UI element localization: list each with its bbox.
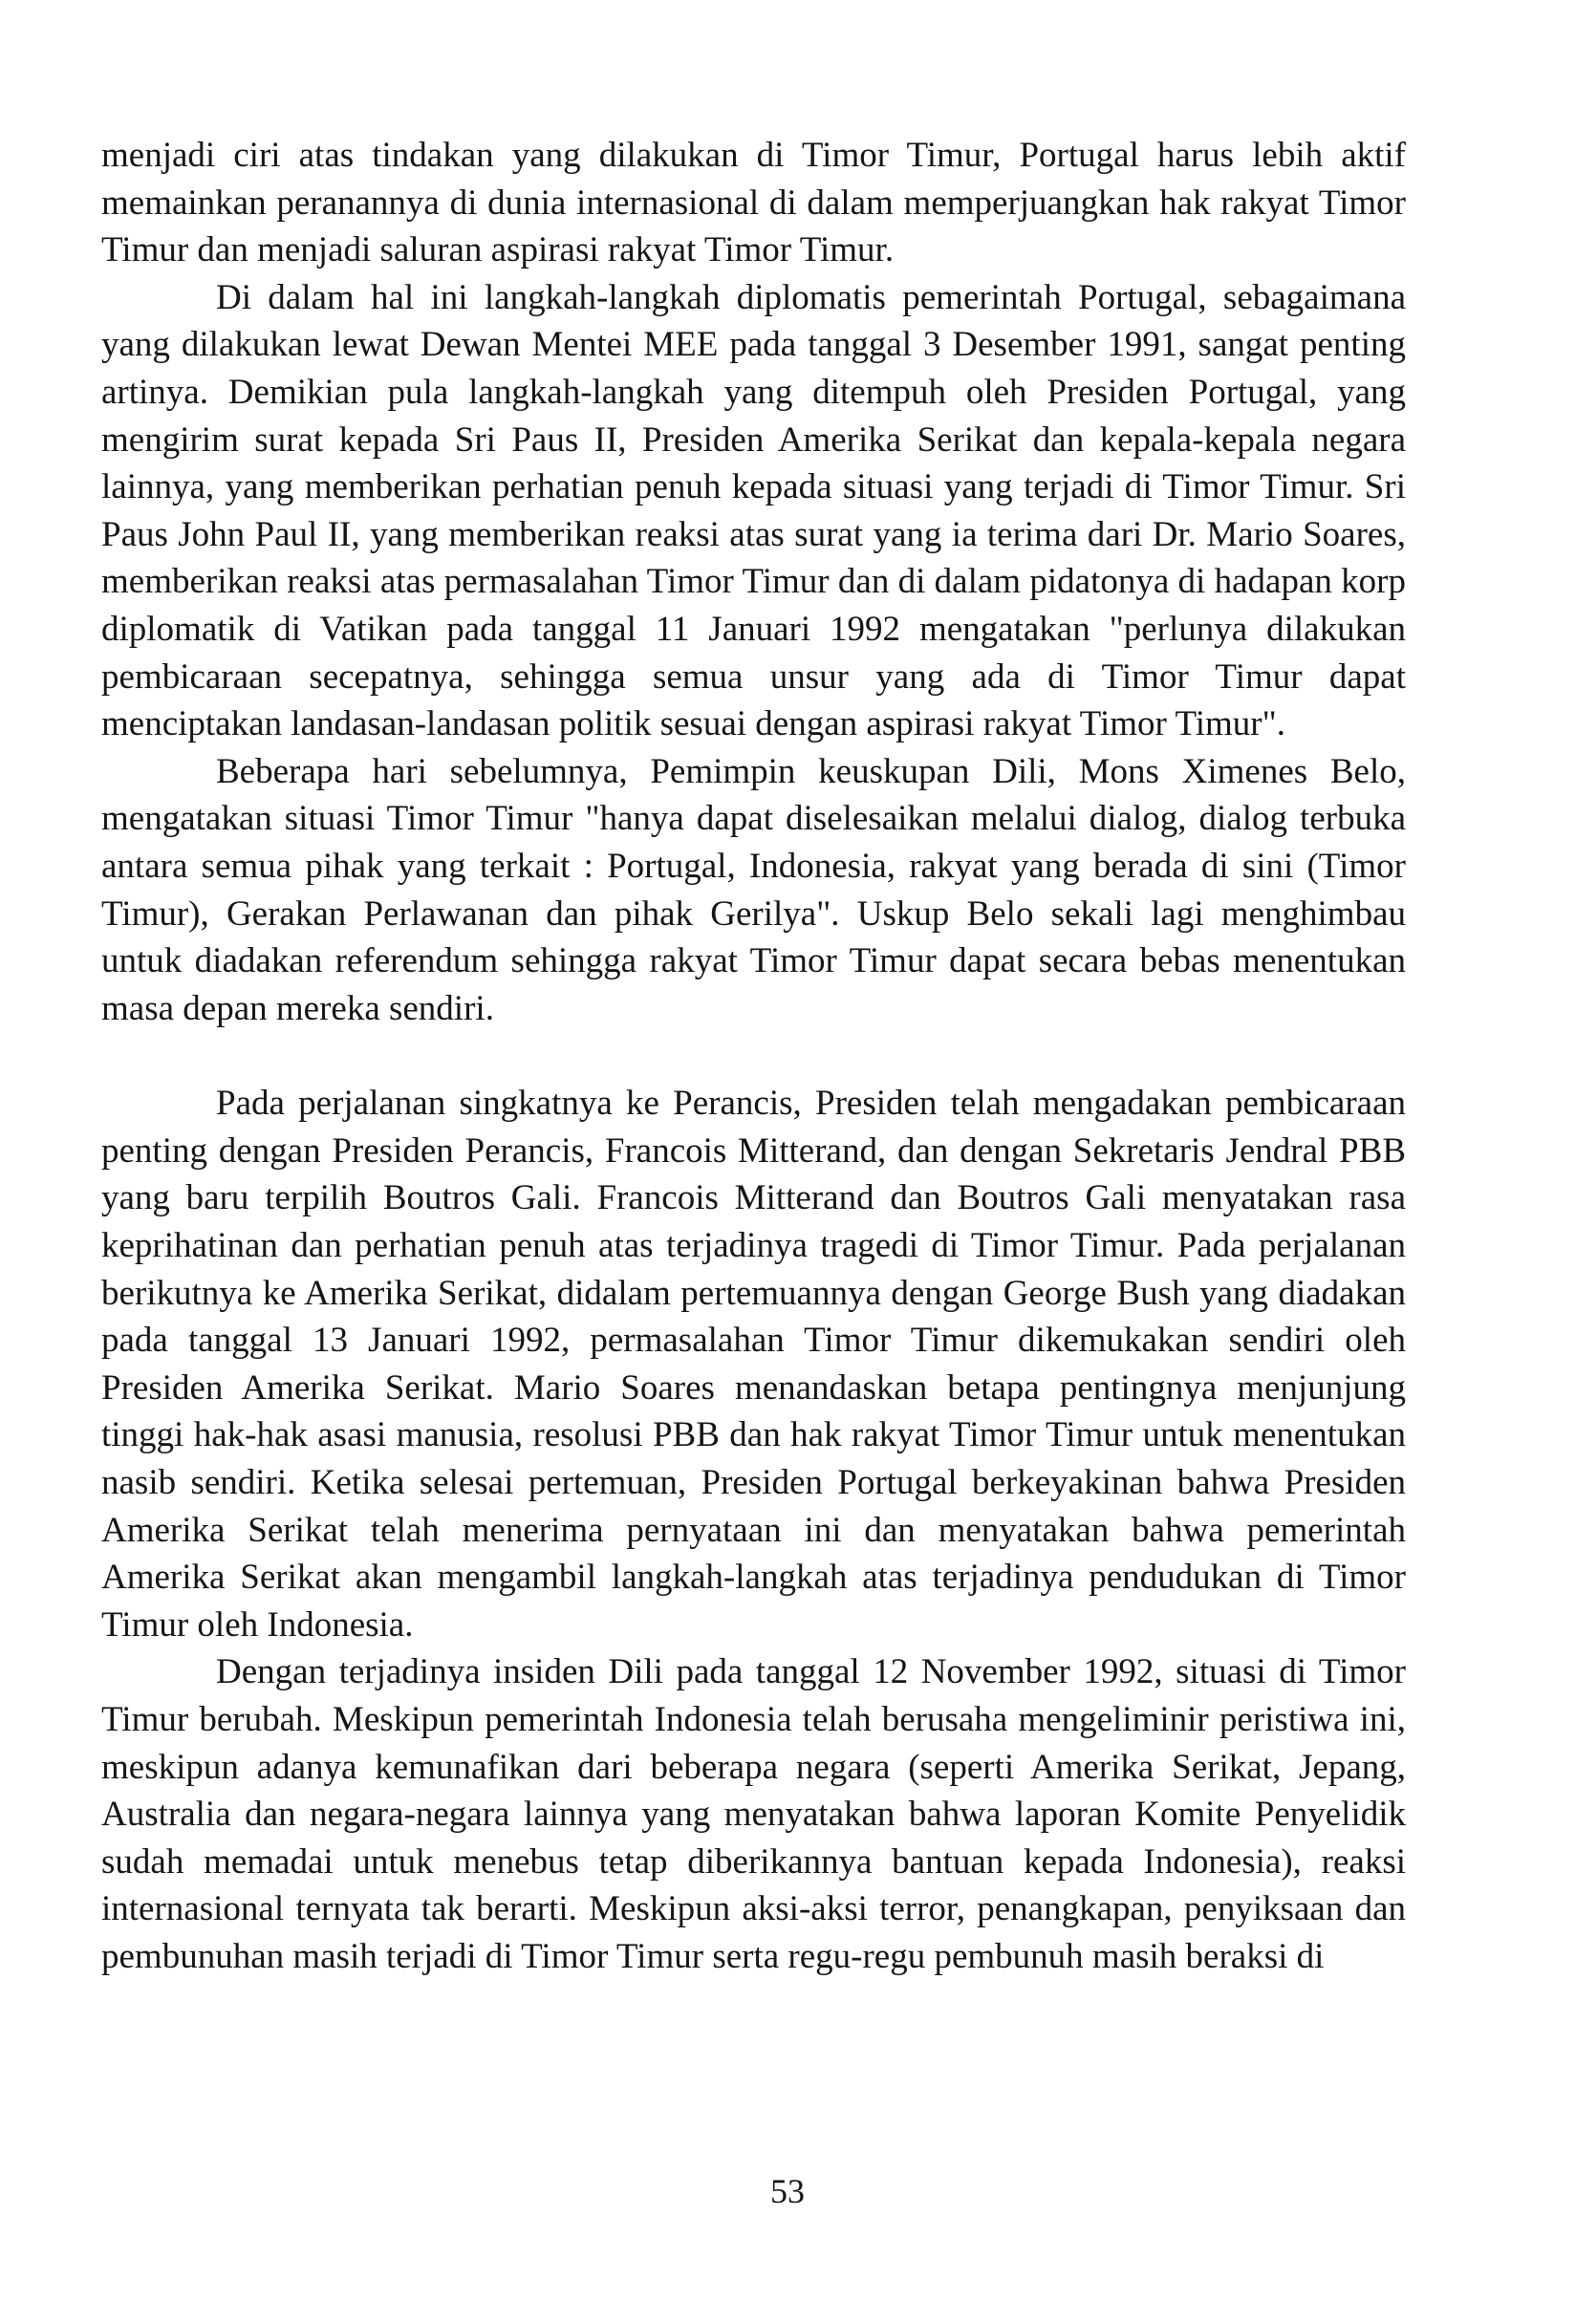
paragraph-1: menjadi ciri atas tindakan yang dilakukan di Timor Timur, Portugal harus lebih aktif memainkan peranannya di dunia internasional di dalam memperjuangkan hak rakyat Timor Timur dan menjadi saluran aspirasi rakyat Timor Timur.: [101, 136, 1406, 270]
paragraph-2: Di dalam hal ini langkah-langkah diplomatis pemerintah Portugal, sebagaimana yang dilakukan lewat Dewan Mentei MEE pada tanggal 3 Desember 1991, sangat penting artinya. Demikian pula langkah-langkah yang ditempuh oleh Presiden Portugal, yang mengirim surat kepada Sri Paus II, Presiden Amerika Serikat dan kepala-kepala negara lainnya, yang memberikan perhatian penuh kepada situasi yang terjadi di Timor Timur. Sri Paus John Paul II, yang memberikan reaksi atas surat yang ia terima dari Dr. Mario Soares, memberikan reaksi atas permasalahan Timor Timur dan di dalam pidatonya di hadapan korp diplomatik di Vatikan pada tanggal 11 Januari 1992 mengatakan "perlunya dilakukan pembicaraan secepatnya, sehingga semua unsur yang ada di Timor Timur dapat menciptakan landasan-landasan politik sesuai dengan aspirasi rakyat Timor Timur".: [101, 277, 1406, 744]
page-number: 53: [770, 2172, 805, 2210]
paragraph-3: Beberapa hari sebelumnya, Pemimpin keuskupan Dili, Mons Ximenes Belo, mengatakan situasi Timor Timur "hanya dapat diselesaikan melalui dialog, dialog terbuka antara semua pihak yang terkait : Portugal, Indonesia, rakyat yang berada di sini (Timor Timur), Gerakan Perlawanan dan pihak Gerilya". Uskup Belo sekali lagi menghimbau untuk diadakan referendum sehingga rakyat Timor Timur dapat secara bebas menentukan masa depan mereka sendiri.: [101, 751, 1406, 1028]
paragraph-4: Pada perjalanan singkatnya ke Perancis, Presiden telah mengadakan pembicaraan penting dengan Presiden Perancis, Francois Mitterand, dan dengan Sekretaris Jendral PBB yang baru terpilih Boutros Gali. Francois Mitterand dan Boutros Gali menyatakan rasa keprihatinan dan perhatian penuh atas terjadinya tragedi di Timor Timur. Pada perjalanan berikutnya ke Amerika Serikat, didalam pertemuannya dengan George Bush yang diadakan pada tanggal 13 Januari 1992, permasalahan Timor Timur dikemukakan sendiri oleh Presiden Amerika Serikat. Mario Soares menandaskan betapa pentingnya menjunjung tinggi hak-hak asasi manusia, resolusi PBB dan hak rakyat Timor Timur untuk menentukan nasib sendiri. Ketika selesai pertemuan, Presiden Portugal berkeyakinan bahwa Presiden Amerika Serikat telah menerima pernyataan ini dan menyatakan bahwa pemerintah Amerika Serikat akan mengambil langkah-langkah atas terjadinya pendudukan di Timor Timur oleh Indonesia.: [101, 1084, 1406, 1645]
body-text: [101, 132, 1406, 1981]
paragraph-5: Dengan terjadinya insiden Dili pada tanggal 12 November 1992, situasi di Timor Timur berubah. Meskipun pemerintah Indonesia telah berusaha mengeliminir peristiwa ini, meskipun adanya kemunafikan dari beberapa negara (seperti Amerika Serikat, Jepang, Australia dan negara-negara lainnya yang menyatakan bahwa laporan Komite Penyelidik sudah memadai untuk menebus tetap diberikannya bantuan kepada Indonesia), reaksi internasional ternyata tak berarti. Meskipun aksi-aksi terror, penangkapan, penyiksaan dan pembunuhan masih terjadi di Timor Timur serta regu-regu pembunuh masih beraksi di: [101, 1652, 1406, 1976]
